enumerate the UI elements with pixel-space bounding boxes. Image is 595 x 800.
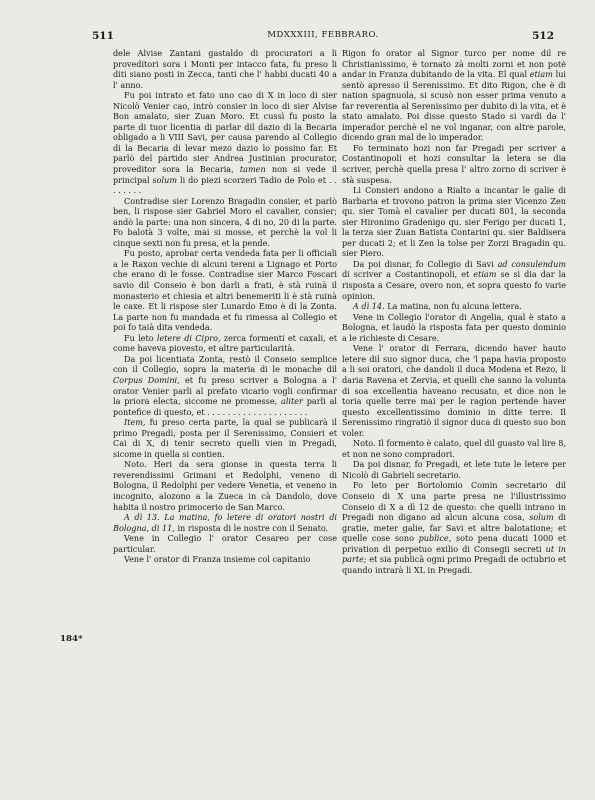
paragraph: Vene l' orator di Franza insieme col capitanio [124, 554, 311, 565]
paragraph: Noto. Heri da sera gionse in questa terra li reverendissimi Grimani et Redolphi, veneno di Bologna, il Redolphi per vedere Venetia, et veneno in incognito, alozono a la Zueca in cà Dandolo, dove habita il nostro primocerio de San Marco. [113, 459, 337, 512]
paragraph: Noto. Il formento è calato, quel dil guasto val lire 8, et non ne sono compradori. [342, 438, 566, 459]
running-header [92, 30, 554, 44]
paragraph: Fu leto letere di Cipro, zerca formenti et caxali, et come haveva piovesto, et altre particularità. [113, 332, 337, 354]
margin-folio-note: 184* [60, 634, 83, 644]
paragraph: Vene in Collegio l'orator di Angelia, qual è stato a Bologna, et laudò la risposta fata per questo dominio a le richieste di Cesare. [342, 311, 566, 343]
header-date: MDXXXIII, FEBBRARO. [267, 30, 379, 40]
page-number-left: 511 [92, 30, 114, 42]
paragraph: A dì 14. La matina, non fu alcuna lettera. [353, 301, 522, 312]
paragraph: Li Consieri andono a Rialto a incantar le galie di Barbaria et trovono patron la prima sier Vicenzo Zen qu. sier Tomà el cavalier per ducati 801, la seconda sier Hironimo Gradenigo qu. sier Ferigo per ducati 1, la terza sier Zuan Batista Contarini qu. sier Baldisera per ducati 2; et li Zen la tolse per Zorzi Bragadin qu. sier Piero. [342, 185, 566, 259]
paragraph: Fu posto, aprobar certa vendeda fata per li officiali a le Raxon vechie di alcuni tereni a Lignago et Porto che erano di le fosse. Contradise sier Marco Foscari savio dil Conseio è bon darli a frati, è stà ruinà il monasterio et chiesia et altri benemeriti li è stà ruinà le caxe. Et li rispose sier Lunardo Emo è di la Zonta. La parte non fu mandada et fu rimessa al Collegio et poi fo taià dita vendeda. [113, 248, 337, 333]
paragraph: Fu poi intrato et fato uno cao di X in loco di sier Nicolò Venier cao, intrò consier in loco di sier Alvise Bon amalato, sier Zuan Moro. Et cussì fu posto la parte di tuor licentia di parlar dil dazio di la Becaria obligado a li VIII Savi, per causa parendo al Collegio di la Becaria di levar mezo dazio lo possino far. Et parlò del partido sier Andrea Justinian procurator, proveditor sora la Becaria, tamen non si vede il principal solum li do piezi scorzeri Tadio de Polo et . . . . . . . . [113, 90, 338, 196]
page-number-right: 512 [532, 30, 554, 42]
left-column [113, 48, 337, 565]
paragraph: Contradise sier Lorenzo Bragadin consier, et parlò ben, li rispose sier Gabriel Moro el cavalier, consier; andò la parte: una non sincera, 4 di no, 20 di la parte. Fo balotà 3 volte, mai si mosse, et perchè la vol li cinque sexti non fu presa, et la pende. [113, 195, 337, 248]
paragraph: Item, fu preso certa parte, la qual se publicarà il primo Pregadi, posta per il Serenissimo, Consieri et Cai di X, di tenir secreto quelli vien in Pregadi, sicome in quella si contien. [113, 417, 337, 459]
paragraph: Rigon fo orator al Signor turco per nome dil re Christianissimo, è tornato zà molti zorni et non potè andar in Franza dubitando de la vita. El qual etiam lui sentò apresso il Serenissimo. Et dito Rigon, che è di nation spagnuola, si scusò non esser prima venuto a far reverentia al Serenissimo per dubito di la vita, et è stato amalato. Poi disse questo Stado si vardi da l' imperador perchè el ne vol inganar, con altre parole, dicendo gran mal de lo imperador. [342, 48, 567, 143]
paragraph: Fo leto per Bortolomio Comin secretario dil Conseio di X una parte presa ne l'illustrissimo Conseio di X a dì 12 de questo: che quelli intrano in Pregadi non digano ad alcun alcuna cosa, solum di gratie, meter galie, far Savi et altre balotatione; et quelle cose sono publice, soto pena ducati 1000 et privation di perpetuo exilio di Consegii secreti ut in parte; et sia publicà ogni primo Pregadi de octubrio et quando intrarà li XL in Pregadi. [342, 480, 567, 575]
paragraph: Vene in Collegio l' orator Cesareo per cose particular. [113, 533, 337, 554]
paragraph: Da poi disnar, fo Collegio di Savi ad consulendum di scriver a Costantinopoli, et etiam se si dia dar la risposta a Cesare, overo non, et sopra questo fo varie opinion. [342, 258, 567, 301]
paragraph: Fo terminato hozi non far Pregadi per scriver a Costantinopoli et hozi consultar la letera se dia scriver, perchè quella presa l' altro zorno di scriver è stà suspesa. [342, 142, 566, 185]
paragraph: Da poi licentiata Zonta, restò il Conseio semplice con il Collegio, sopra la materia di le monache dil Corpus Domini, et fu preso scriver a Bologna a l' orator Venier parli al prefato vicario vogli confirmar la priora electa, siccome ne promesse, aliter parli al pontefice di questo, et . . . . . . . . . . . . . . . . . . . . [113, 353, 338, 417]
paragraph: dele Alvise Zantani gastaldo di procuratori a li proveditori sora i Monti per intacco fata, fu preso li diti siano posti in Zecca, tanti che l' habbi ducati 40 a l' anno. [113, 48, 337, 90]
right-column [342, 48, 566, 575]
paragraph: A dì 13. La matina, fo letere di oratori nostri di Bologna, di 11, in risposta di le nostre con il Senato. [113, 512, 337, 533]
paragraph: Da poi disnar, fo Pregadi, et lete tute le letere per Nicolò di Gabrieli secretario. [342, 459, 566, 480]
paragraph: Vene l' orator di Ferrara, dicendo haver hauto letere dil suo signor duca, che 'l papa havia proposto a li soi oratori, che dandoli il duca Modena et Rezo, li daria Ravena et Zervia, et quelli che sanno la volunta di soa excellentia haveano recusato, et dice non le toria quelle terre mai per le ragion pertende haver questo excellentissimo dominio in ditte terre. Il Serenissimo ringratiò il signor duca di questo suo bon voler. [342, 343, 566, 438]
